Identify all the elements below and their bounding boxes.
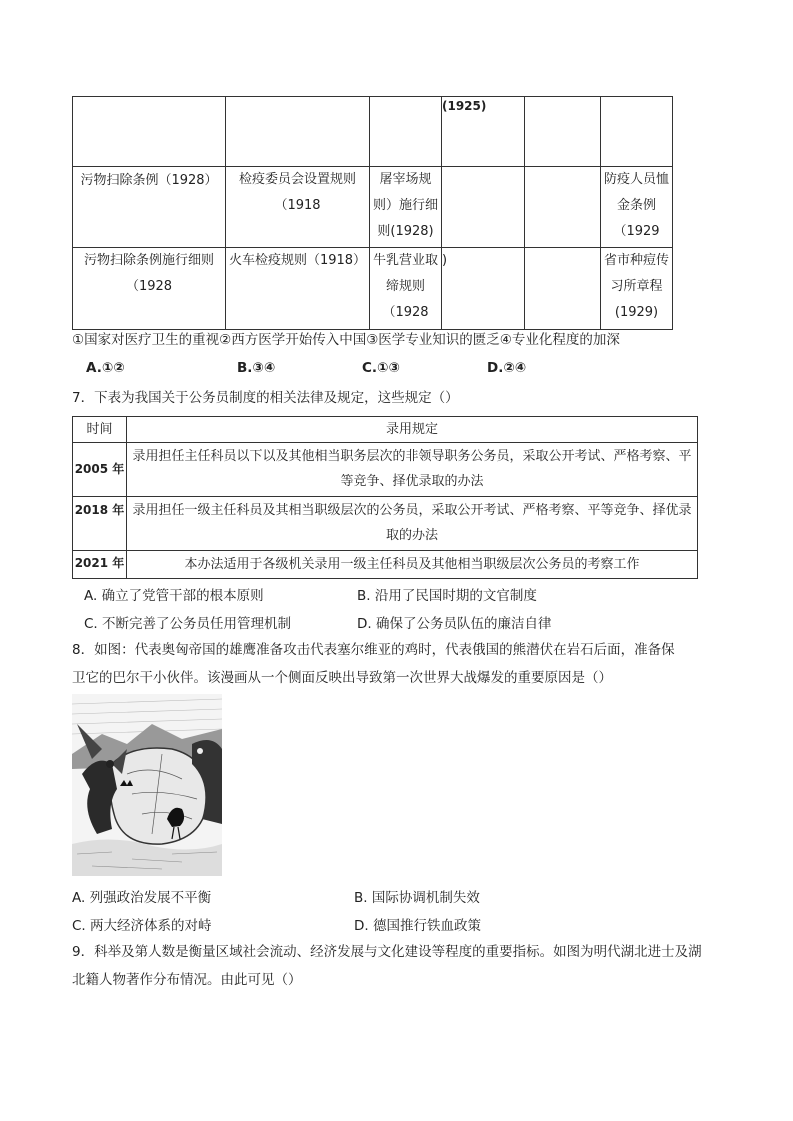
table-row bbox=[73, 167, 673, 248]
table-cell: 防疫人员恤金条例（1929 bbox=[601, 167, 673, 248]
table-row bbox=[73, 497, 698, 551]
q6-option-c: C.①③ bbox=[362, 360, 400, 376]
table-cell bbox=[73, 97, 226, 167]
q6-statements: ①国家对医疗卫生的重视②西方医学开始传入中国③医学专业知识的匮乏④专业化程度的加深 bbox=[72, 332, 620, 348]
q7-option-a: A. 确立了党管干部的根本原则 bbox=[84, 588, 264, 604]
table-cell: (1925) bbox=[442, 97, 525, 167]
civil-servant-table bbox=[72, 416, 698, 579]
table-cell bbox=[525, 248, 601, 330]
table-cell: 屠宰场规则）施行细则(1928) bbox=[370, 167, 442, 248]
q8-stem-line1: 8．如图：代表奥匈帝国的雄鹰准备攻击代表塞尔维亚的鸡时，代表俄国的熊潜伏在岩石后面，准备保 bbox=[72, 642, 675, 658]
q8-option-d: D. 德国推行铁血政策 bbox=[354, 918, 481, 934]
year-cell: 2005 年 bbox=[73, 443, 127, 497]
table-cell: 污物扫除条例（1928） bbox=[73, 167, 226, 248]
q8-option-b: B. 国际协调机制失效 bbox=[354, 890, 480, 906]
table-cell: ) bbox=[442, 248, 525, 330]
q7-option-b: B. 沿用了民国时期的文官制度 bbox=[357, 588, 537, 604]
table-cell: 火车检疫规则（1918） bbox=[226, 248, 370, 330]
table-cell bbox=[226, 97, 370, 167]
q8-stem-line2: 卫它的巴尔干小伙伴。该漫画从一个侧面反映出导致第一次世界大战爆发的重要原因是（） bbox=[72, 670, 612, 686]
table-cell bbox=[525, 97, 601, 167]
table-row bbox=[73, 443, 698, 497]
regulations-table bbox=[72, 96, 673, 330]
rule-cell: 录用担任一级主任科员及其相当职级层次的公务员，采取公开考试、严格考察、平等竞争、择优录取的办法 bbox=[127, 497, 698, 551]
year-cell: 2021 年 bbox=[73, 551, 127, 579]
table-cell bbox=[601, 97, 673, 167]
year-cell: 2018 年 bbox=[73, 497, 127, 551]
header-cell: 录用规定 bbox=[127, 417, 698, 443]
table-row bbox=[73, 97, 673, 167]
table-cell: 检疫委员会设置规则（1918 bbox=[226, 167, 370, 248]
table-cell bbox=[442, 167, 525, 248]
q8-option-a: A. 列强政治发展不平衡 bbox=[72, 890, 212, 906]
table-cell: 牛乳营业取缔规则（1928 bbox=[370, 248, 442, 330]
q6-option-b: B.③④ bbox=[237, 360, 276, 376]
rule-cell: 录用担任主任科员以下以及其他相当职务层次的非领导职务公务员，采取公开考试、严格考察、平等竞争、择优录取的办法 bbox=[127, 443, 698, 497]
table-cell: 省市种痘传习所章程(1929) bbox=[601, 248, 673, 330]
table-row bbox=[73, 551, 698, 579]
table-cell bbox=[370, 97, 442, 167]
rule-cell: 本办法适用于各级机关录用一级主任科员及其他相当职级层次公务员的考察工作 bbox=[127, 551, 698, 579]
table-cell bbox=[525, 167, 601, 248]
q6-option-d: D.②④ bbox=[487, 360, 527, 376]
q8-option-c: C. 两大经济体系的对峙 bbox=[72, 918, 212, 934]
q6-option-a: A.①② bbox=[86, 360, 125, 376]
header-cell: 时间 bbox=[73, 417, 127, 443]
eagle-bear-cartoon bbox=[72, 694, 222, 876]
table-header-row bbox=[73, 417, 698, 443]
q7-option-c: C. 不断完善了公务员任用管理机制 bbox=[84, 616, 292, 632]
q7-option-d: D. 确保了公务员队伍的廉洁自律 bbox=[357, 616, 552, 632]
table-row bbox=[73, 248, 673, 330]
q9-stem-line2: 北籍人物著作分布情况。由此可见（） bbox=[72, 972, 302, 988]
table-cell: 污物扫除条例施行细则（1928 bbox=[73, 248, 226, 330]
cartoon-image bbox=[72, 694, 222, 876]
q9-stem-line1: 9．科举及第人数是衡量区域社会流动、经济发展与文化建设等程度的重要指标。如图为明代湖北进士及湖 bbox=[72, 944, 702, 960]
q7-stem: 7．下表为我国关于公务员制度的相关法律及规定，这些规定（） bbox=[72, 390, 459, 406]
